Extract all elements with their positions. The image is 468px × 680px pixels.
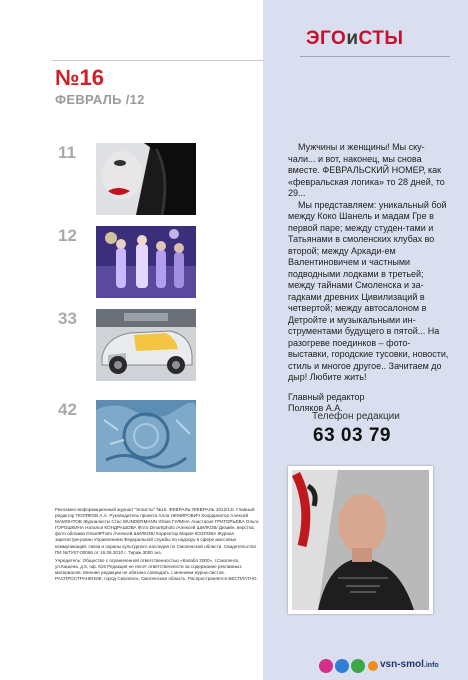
logo-divider — [300, 56, 450, 57]
site-name: vsn-smol — [380, 659, 424, 670]
editorial-text — [288, 142, 450, 415]
toc-item[interactable] — [52, 309, 202, 389]
toc-page-number: 33 — [58, 309, 77, 328]
logo-part-1: ЭГО — [306, 28, 347, 49]
footer-icon-orange — [368, 661, 378, 671]
imprint — [55, 507, 260, 584]
blue-carving-image[interactable] — [96, 400, 196, 472]
footer-site[interactable] — [380, 659, 439, 670]
editor-role: Главный редактор — [288, 391, 365, 402]
club-party-image[interactable] — [96, 226, 196, 298]
toc-item[interactable] — [52, 226, 202, 306]
logo-part-2: и — [346, 28, 359, 49]
toc-page-number: 11 — [58, 143, 76, 162]
footer-icon-blue — [335, 659, 349, 673]
footer-social-icons — [318, 658, 378, 674]
phone-label: Телефон редакции — [312, 411, 400, 422]
portrait-red-lips-image[interactable] — [96, 143, 196, 215]
logo-part-3: СТЫ — [358, 28, 404, 49]
footer-icon-green — [351, 659, 365, 673]
toc-page-number: 12 — [58, 226, 77, 245]
editorial-paragraph: Мужчины и женщины! Мы ску-чали... и вот, наконец, мы снова вместе. ФЕВРАЛЬСКИЙ НОМЕР, как «февральская логика» то 28 дней, то 29... — [288, 142, 445, 198]
toc-page-number: 42 — [58, 400, 77, 419]
header-divider — [52, 60, 263, 61]
imprint-credits: Рекламно-информационный журнал "Эгоисты" №16. ФЕВРАЛЬ /ФЕВРАЛЬ 2012/12г. Главный редактор ПОЛЯКОВ А.А. Руководитель проекта Алла НЕМИРОВИЧ Координатор Алексей МАМОНТОВ Журналисты Стас WUNDERMANN Юлия ГУЛИНА Анастасия ГРИГОРЬЕВА Ольга ГОРОШКИНА Наталья КОНДРАШОВА Фото Dmarttphoto /Алексей ШИЛКОВ/ Дизайн, верстка, фото обложки DmarttPhoto /Алексей ШИЛКОВ/ Корректор Мария КОЗЛОВА Журнал зарегистри-рован Управлением Федеральной службы по надзору в сфере массовых коммуникаций, связи и охраны культурного наследия по Смоленской области. Свидетельство ПИ №ТУ67-00066 от 16.06.2010 г. Тираж 3000 экз. — [55, 507, 259, 555]
editor-name: Поляков А.А. — [288, 403, 343, 413]
editorial-paragraph: Мы представляем: уникальный бой между Коко Шанель и мадам Гре в первой паре; между студен-тами и Татьянами в смоленских клубах во второй; между Аркади-ем Валентиновичем и частными подводными лодками в третьей; между тайнами Смоленска и за-гадками древних Цивилизаций в четвертой; между автосалоном в Детройте и музыкальными ин-струментами будущего в пятой... На разогреве поединков – фото-выставки, городские тусовки, новости, стиль и многое другое.. Зачитаем до дыр! Любите жить! — [288, 199, 449, 382]
issue-date: ФЕВРАЛЬ /12 — [55, 92, 145, 107]
imprint-publisher: Учредитель: Общество с ограниченной ответственностью «Капабл 2000», г.Смоленск, ул.Кашена, д.5, оф. 615 Редакция не несет ответственности за содержание рекламных материалов. Мнение редакции не обязано совпадать с мнением журна-листов. РАСПРОСТРАНЕНИЕ: город Смоленск, Смоленская область. Распространяется БЕСПЛАТНО. — [55, 557, 258, 582]
toc-item[interactable] — [52, 400, 202, 480]
phone-number[interactable]: 63 03 79 — [313, 425, 391, 446]
toc-item[interactable] — [52, 143, 202, 223]
issue-number: №16 — [55, 65, 104, 90]
site-domain: .info — [423, 662, 439, 669]
magazine-logo — [306, 28, 403, 50]
concept-car-image[interactable] — [96, 309, 196, 381]
footer-icon-pink — [319, 659, 333, 673]
editor-photo — [288, 466, 433, 614]
